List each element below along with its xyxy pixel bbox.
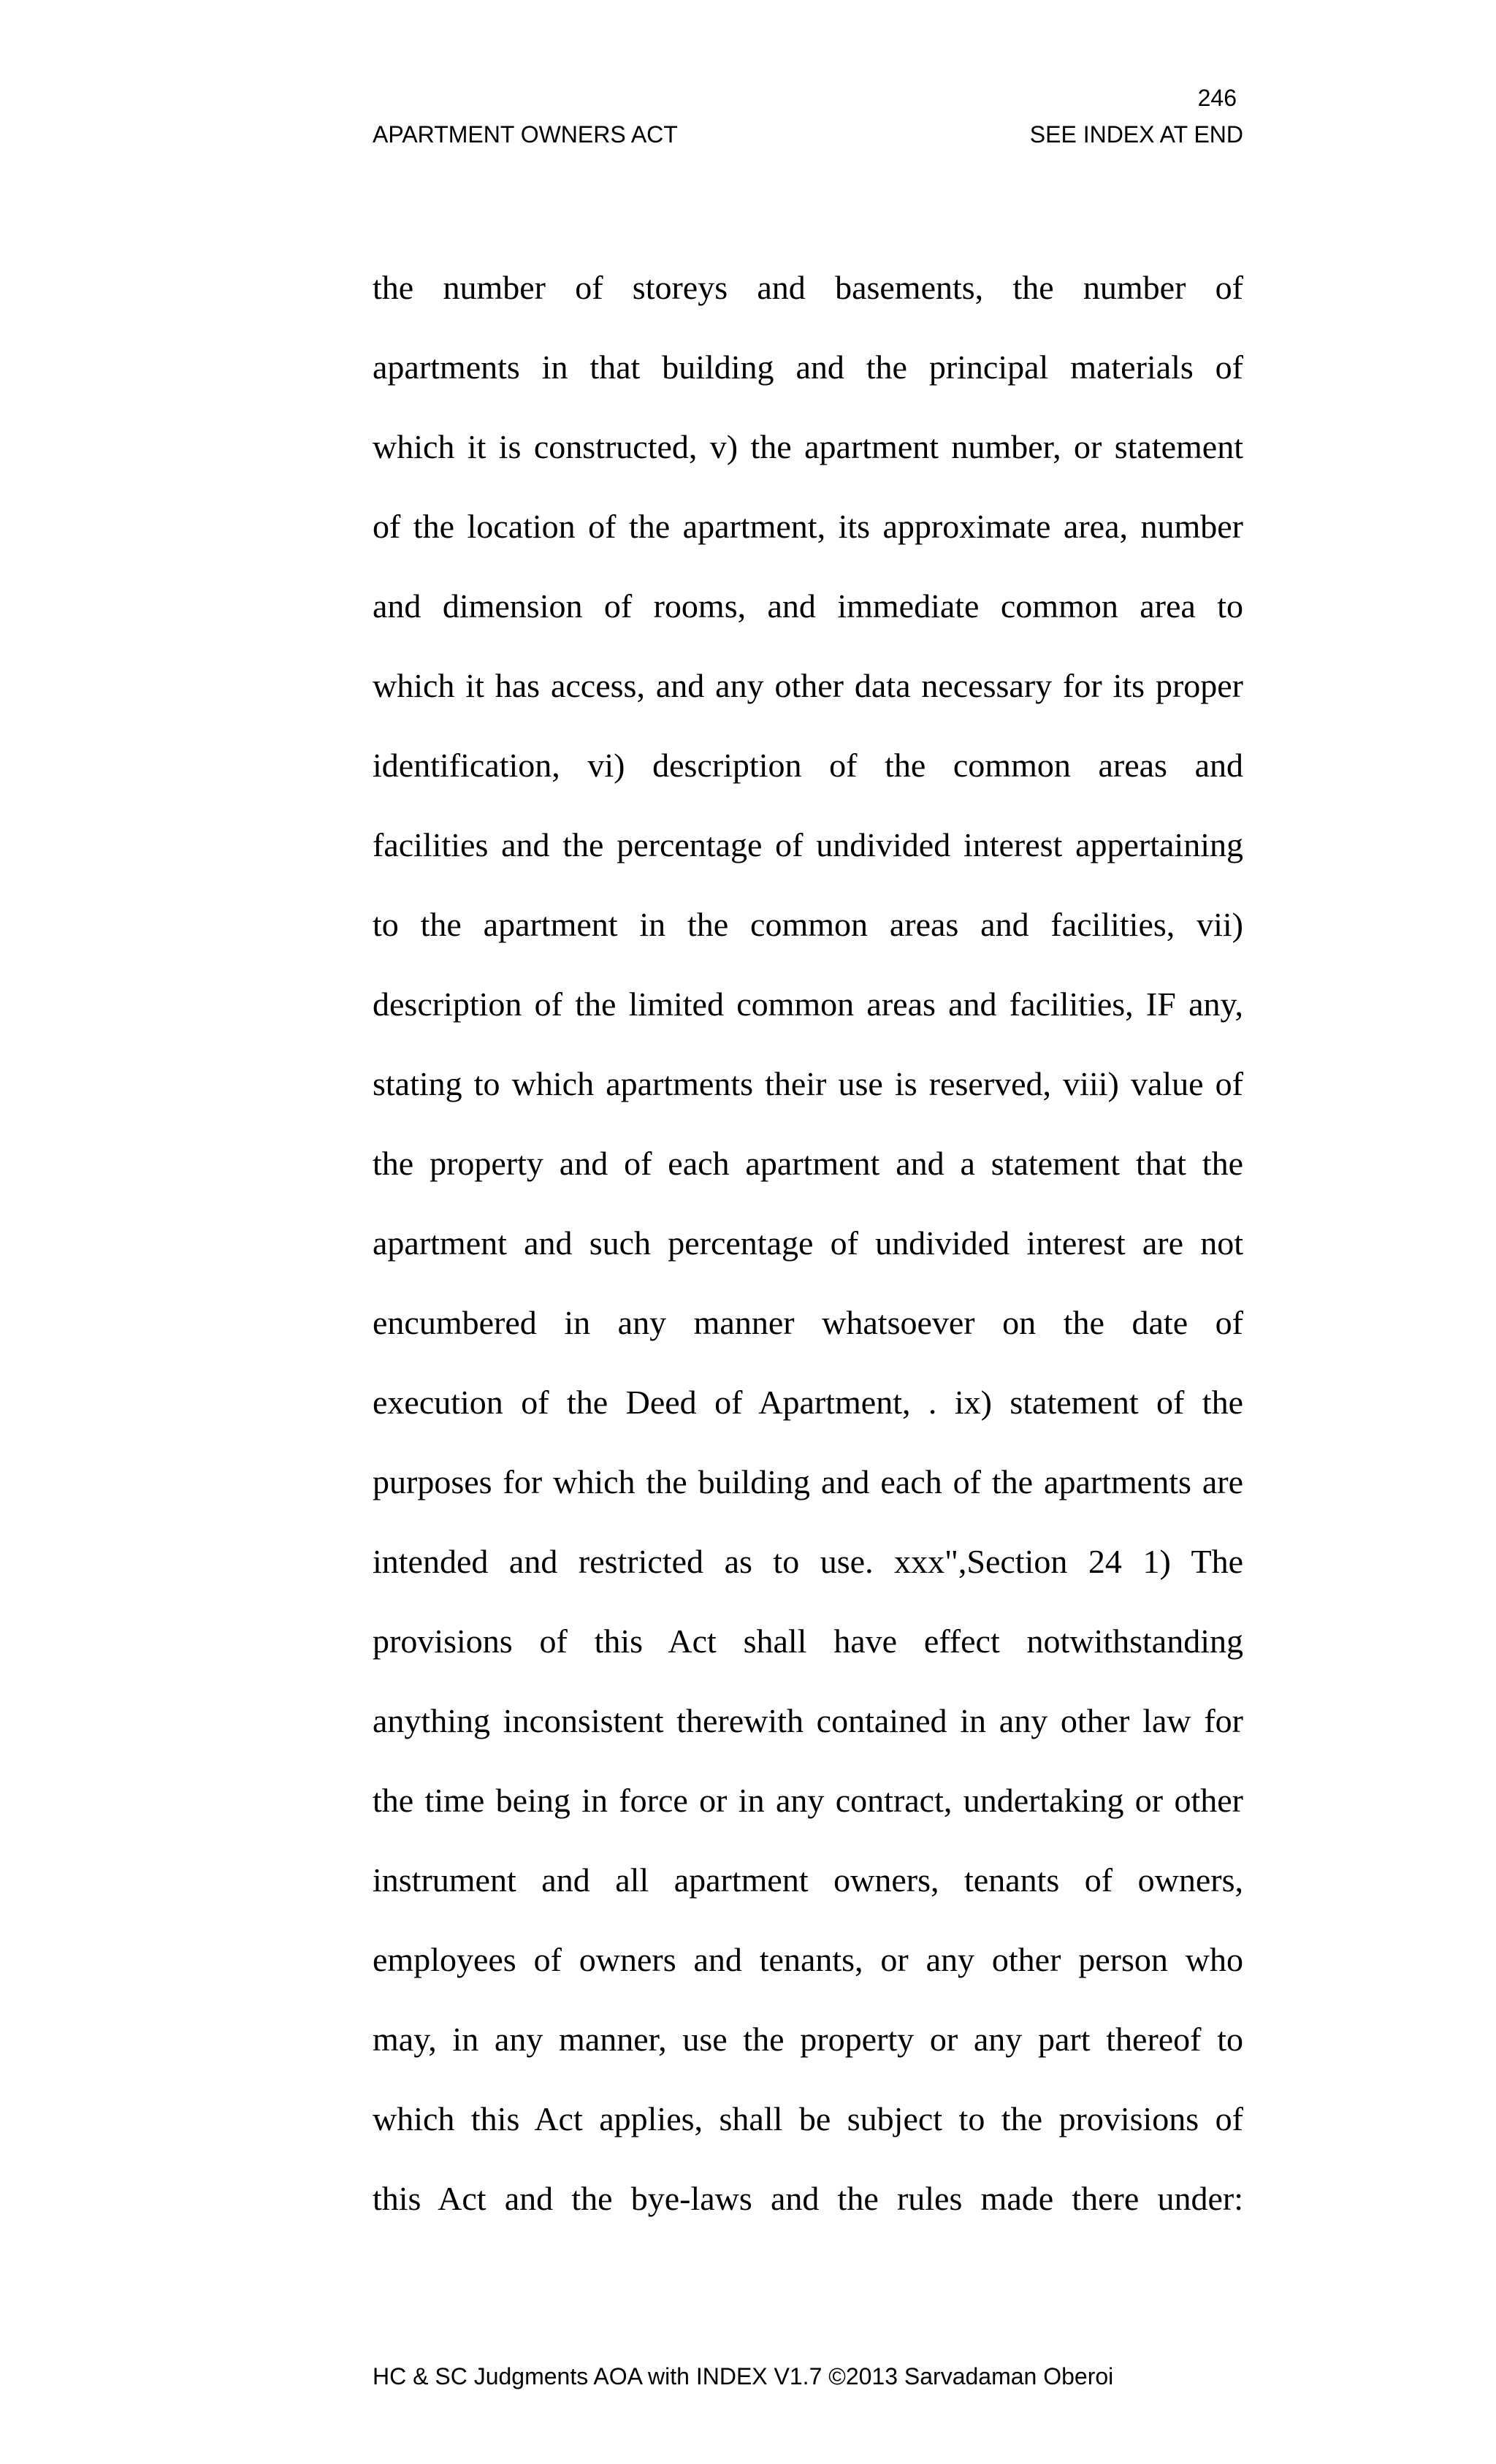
header-index-note: SEE INDEX AT END <box>1029 121 1243 148</box>
body-line: of the location of the apartment, its approximate area, number <box>373 508 1243 545</box>
body-line: facilities and the percentage of undivided interest appertaining <box>373 826 1243 863</box>
body-line: execution of the Deed of Apartment, . ix) statement of the <box>373 1384 1243 1421</box>
running-header <box>373 123 1243 146</box>
body-line: the time being in force or in any contract, undertaking or other <box>373 1782 1243 1819</box>
body-line: this Act and the bye-laws and the rules made there under: <box>373 2180 1243 2217</box>
body-line: anything inconsistent therewith contained in any other law for <box>373 1702 1243 1739</box>
body-line: to the apartment in the common areas and facilities, vii) <box>373 906 1243 943</box>
body-line: the property and of each apartment and a statement that the <box>373 1145 1243 1182</box>
body-line: which this Act applies, shall be subject to the provisions of <box>373 2100 1243 2137</box>
body-line: may, in any manner, use the property or any part thereof to <box>373 2021 1243 2058</box>
body-line: identification, vi) description of the common areas and <box>373 747 1243 784</box>
body-line: and dimension of rooms, and immediate common area to <box>373 587 1243 625</box>
body-line: description of the limited common areas and facilities, IF any, <box>373 985 1243 1023</box>
body-line: apartment and such percentage of undivided interest are not <box>373 1224 1243 1262</box>
body-line: purposes for which the building and each of the apartments are <box>373 1463 1243 1500</box>
body-line: instrument and all apartment owners, tenants of owners, <box>373 1861 1243 1899</box>
body-line: the number of storeys and basements, the number of <box>373 269 1243 306</box>
header-title: APARTMENT OWNERS ACT <box>373 121 678 148</box>
running-footer: HC & SC Judgments AOA with INDEX V1.7 ©2013 Sarvadaman Oberoi <box>373 2363 1114 2389</box>
body-line: which it is constructed, v) the apartment number, or statement <box>373 428 1243 465</box>
body-line: which it has access, and any other data necessary for its proper <box>373 667 1243 704</box>
body-line: apartments in that building and the principal materials of <box>373 348 1243 386</box>
page-number: 246 <box>1197 85 1237 111</box>
body-text <box>373 266 1243 2257</box>
body-line: intended and restricted as to use. xxx",Section 24 1) The <box>373 1543 1243 1580</box>
body-line: stating to which apartments their use is reserved, viii) value of <box>373 1065 1243 1102</box>
body-line: encumbered in any manner whatsoever on the date of <box>373 1304 1243 1341</box>
body-line: provisions of this Act shall have effect notwithstanding <box>373 1622 1243 1660</box>
body-line: employees of owners and tenants, or any other person who <box>373 1941 1243 1978</box>
